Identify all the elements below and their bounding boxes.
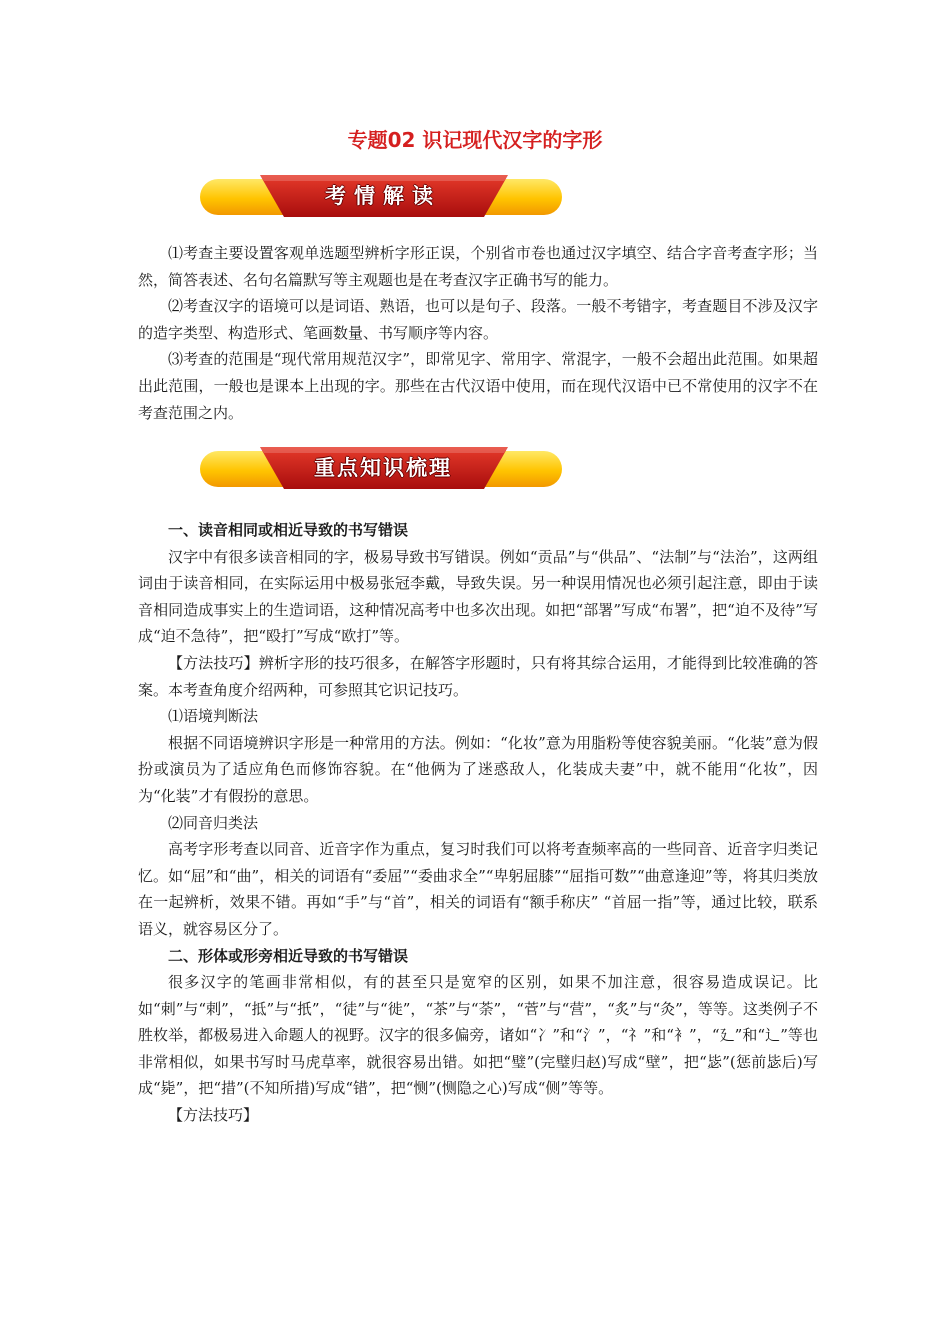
method-tip-paragraph: 【方法技巧】	[168, 1106, 259, 1125]
section-heading: 二、形体或形旁相近导致的书写错误	[168, 946, 409, 965]
exam-analysis-section	[138, 240, 818, 426]
page-title: 专题02 识记现代汉字的字形	[347, 128, 603, 152]
body-paragraph: 高考字形考查以同音、近音字作为重点，复习时我们可以将考查频率高的一些同音、近音字归类记忆。如“屈”和“曲”，相关的词语有“委屈”“委曲求全”“卑躬屈膝”“屈指可数”“曲意逢迎”等，将其归类放在一起辨析，效果不错。再如“手”与“首”，相关的词语有“额手称庆” “首屈一指”等，通过比较，联系语义，就容易区分了。	[138, 840, 818, 938]
intro-paragraph: ⑶考查的范围是“现代常用规范汉字”，即常见字、常用字、常混字，一般不会超出此范围。如果超出此范围，一般也是课本上出现的字。那些在古代汉语中使用，而在现代汉语中已不常使用的汉字不在考查范围之内。	[138, 350, 818, 422]
body-paragraph: 根据不同语境辨识字形是一种常用的方法。例如：“化妆”意为用脂粉等使容貌美丽。“化装”意为假扮或演员为了适应角色而修饰容貌。在“他俩为了迷惑敌人，化装成夫妻”中，就不能用“化妆”，因为“化装”才有假扮的意思。	[138, 733, 818, 805]
banner-label: 重点知识梳理	[314, 456, 452, 480]
banner-label: 考情解读	[325, 184, 441, 208]
intro-paragraph: ⑴考查主要设置客观单选题型辨析字形正误，个别省市卷也通过汉字填空、结合字音考查字形；当然，简答表述、名句名篇默写等主观题也是在考查汉字正确书写的能力。	[138, 244, 818, 289]
key-knowledge-section	[138, 517, 818, 1129]
section-banner-exam-analysis	[198, 173, 568, 221]
section-heading: 一、读音相同或相近导致的书写错误	[168, 521, 409, 539]
intro-paragraph: ⑵考查汉字的语境可以是词语、熟语，也可以是句子、段落。一般不考错字，考查题目不涉及汉字的造字类型、构造形式、笔画数量、书写顺序等内容。	[138, 297, 818, 342]
section-banner-key-knowledge	[198, 445, 568, 493]
method-subheading: ⑵同音归类法	[168, 813, 259, 832]
method-tip-paragraph: 【方法技巧】辨析字形的技巧很多，在解答字形题时，只有将其综合运用，才能得到比较准确的答案。本考查角度介绍两种，可参照其它识记技巧。	[138, 653, 818, 699]
body-paragraph: 汉字中有很多读音相同的字，极易导致书写错误。例如“贡品”与“供品”、“法制”与“法治”，这两组词由于读音相同，在实际运用中极易张冠李戴，导致失误。另一种误用情况也必须引起注意，即由于读音相同造成事实上的生造词语，这种情况高考中也多次出现。如把“部署”写成“布署”，把“迫不及待”写成“迫不急待”，把“殴打”写成“欧打”等。	[138, 547, 818, 646]
method-subheading: ⑴语境判断法	[168, 707, 259, 726]
body-paragraph: 很多汉字的笔画非常相似，有的甚至只是宽窄的区别，如果不加注意，很容易造成误记。比如“刺”与“剌”，“抵”与“扺”，“徒”与“徙”，“茶”与“荼”，“菅”与“营”，“炙”与“灸”，等等。这类例子不胜枚举，都极易进入命题人的视野。汉字的很多偏旁，诸如“冫”和“氵”，“礻”和“衤”，“廴”和“辶”等也非常相似，如果书写时马虎草率，就很容易出错。如把“璧”(完璧归赵)写成“壁”，把“毖”(惩前毖后)写成“毙”，把“措”(不知所措)写成“错”，把“恻”(恻隐之心)写成“侧”等等。	[138, 973, 818, 1098]
